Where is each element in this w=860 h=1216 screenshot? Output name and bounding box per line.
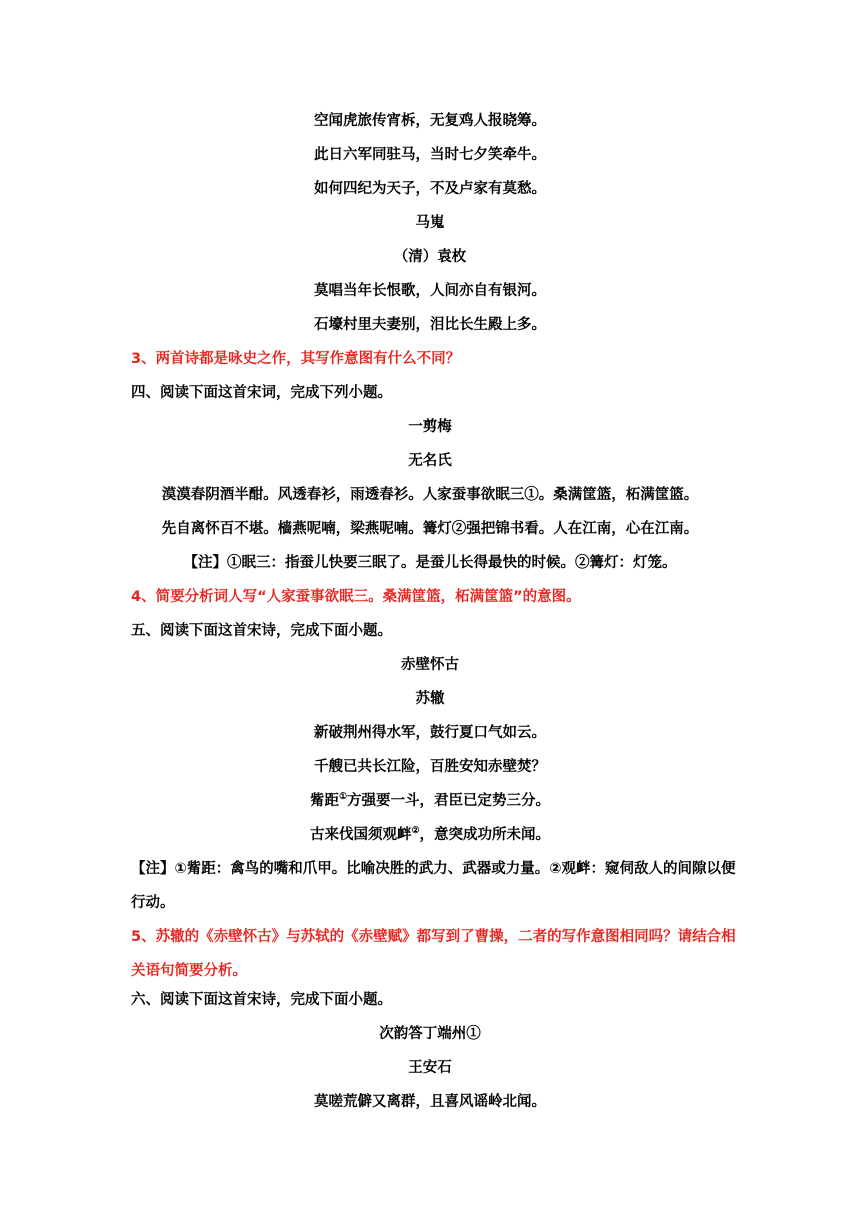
poem-author: 苏辙 [415,690,445,707]
poem-note: 【注】①觜距：禽鸟的嘴和爪甲。比喻决胜的武力、武器或力量。②观衅：窥伺敌人的间隙以便行动。 [131,861,736,911]
poem-text: 古来伐国须观衅 [309,826,412,843]
poem-line: 先自离怀百不堪。樯燕呢喃，梁燕呢喃。篝灯②强把锦书看。人在江南，心在江南。 [161,520,699,537]
poem-line: 石壕村里夫妻别，泪比长生殿上多。 [314,316,546,333]
poem-line: 此日六军同驻马，当时七夕笑牵牛。 [314,146,546,163]
poem-author: （清）袁枚 [393,248,467,265]
poem-line: 莫唱当年长恨歌，人间亦自有银河。 [314,282,546,299]
poem-note: 【注】①眠三：指蚕儿快要三眠了。是蚕儿长得最快的时候。②篝灯：灯笼。 [183,554,677,571]
question-3: 3、两首诗都是咏史之作，其写作意图有什么不同？ [131,351,461,367]
poem-text: ，意突成功所未闻。 [419,826,551,843]
poem-title: 一剪梅 [408,418,452,435]
poem-line: 莫嗟荒僻又离群，且喜风谣岭北闻。 [314,1093,546,1110]
section-heading: 五、阅读下面这首宋诗，完成下面小题。 [131,623,392,639]
poem-line: 千艘已共长江险，百胜安知赤壁焚？ [314,758,546,775]
footnote-marker: ② [411,826,420,837]
poem-title: 赤壁怀古 [401,656,459,673]
poem-line: 如何四纪为天子，不及卢家有莫愁。 [314,180,546,197]
question-5: 5、苏辙的《赤壁怀古》与苏轼的《赤壁赋》都写到了曹操，二者的写作意图相同吗？请结合相关语句简要分析。 [131,929,736,979]
poem-title: 次韵答丁端州① [379,1025,481,1042]
poem-line [0,825,860,845]
section-heading: 四、阅读下面这首宋词，完成下列小题。 [131,385,392,401]
poem-title: 马嵬 [415,214,445,231]
poem-text: 方强要一斗，君臣已定势三分。 [347,792,551,809]
poem-author: 王安石 [408,1059,452,1076]
poem-line: 漠漠春阴酒半酣。风透春衫，雨透春衫。人家蚕事欲眠三①。桑满筐篮，柘满筐篮。 [161,486,699,503]
question-4: 4、简要分析词人写“人家蚕事欲眠三。桑满筐篮，柘满筐篮”的意图。 [131,589,581,605]
poem-line [0,791,860,811]
poem-line: 新破荆州得水军，鼓行夏口气如云。 [314,724,546,741]
poem-line: 空闻虎旅传宵柝，无复鸡人报晓筹。 [314,112,546,129]
section-heading: 六、阅读下面这首宋诗，完成下面小题。 [131,992,392,1008]
poem-text: 觜距 [309,792,339,809]
footnote-marker: ① [338,792,348,803]
poem-author: 无名氏 [408,452,452,469]
